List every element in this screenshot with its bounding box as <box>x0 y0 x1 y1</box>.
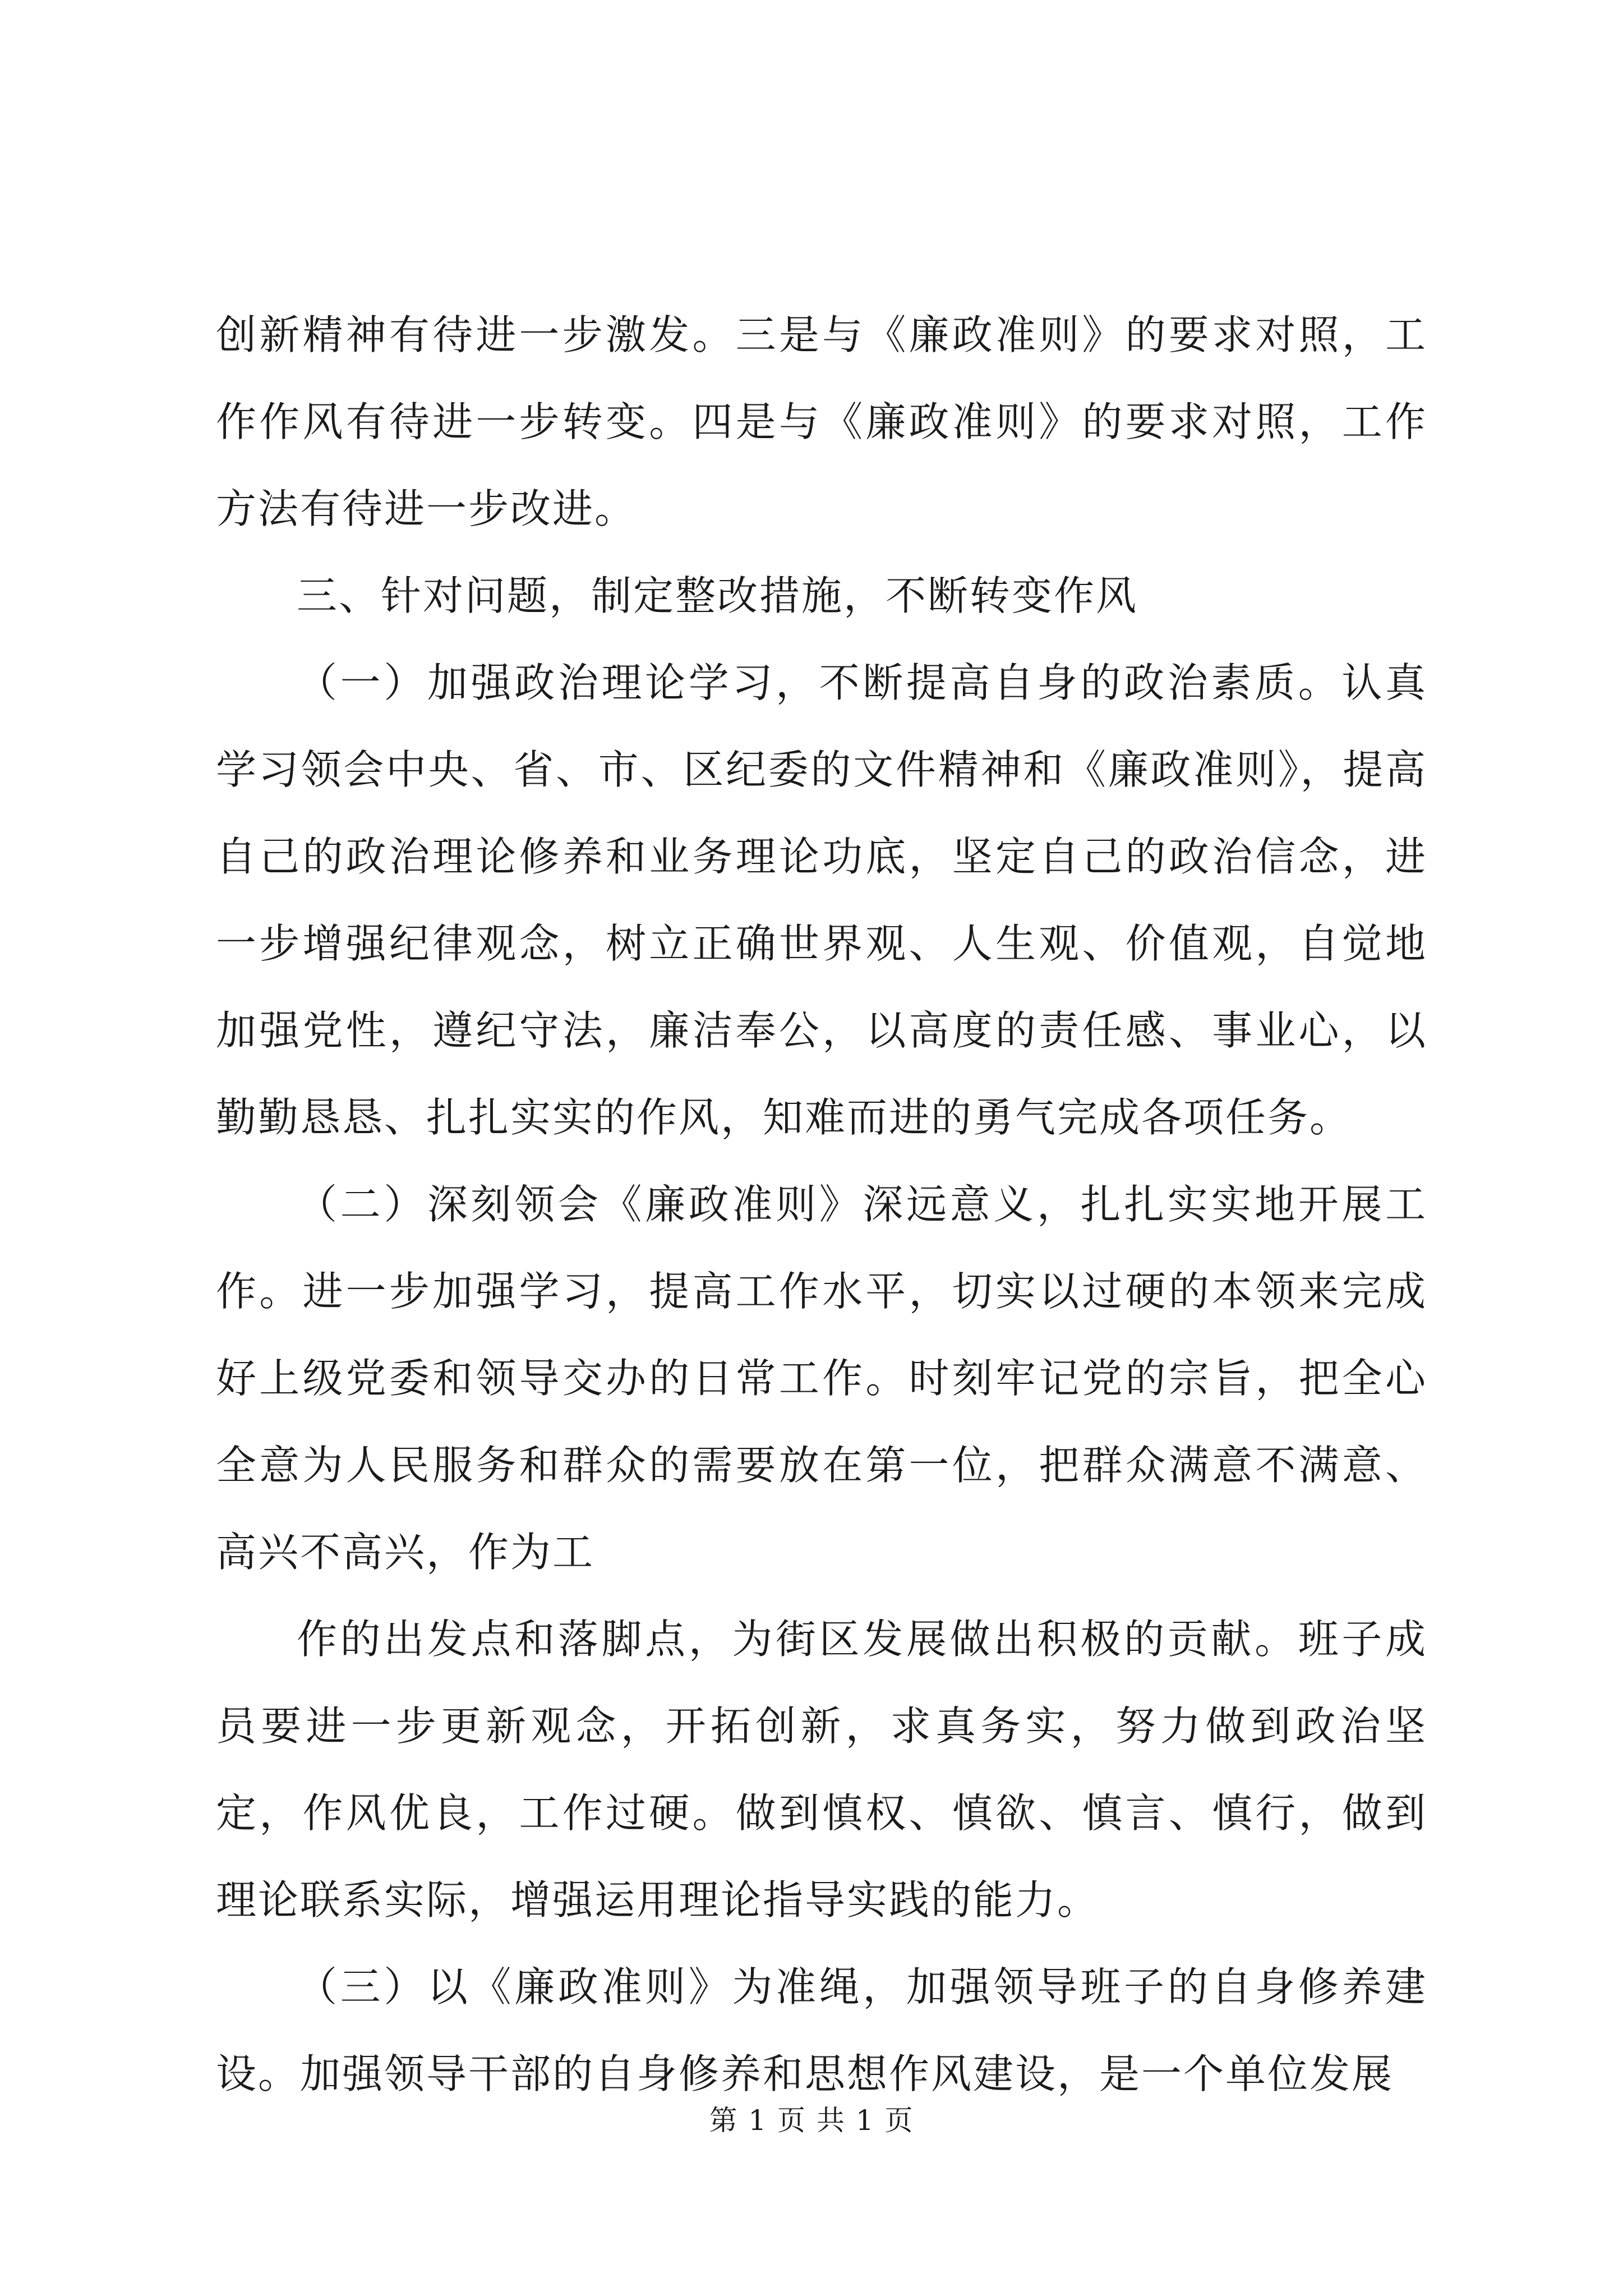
section-heading: 三、针对问题，制定整改措施，不断转变作风 <box>297 572 1138 619</box>
paragraph-item-two: （二）深刻领会《廉政准则》深远意义，扎扎实实地开展工作。进一步加强学习，提高工作水平，切实以过硬的本领来完成好上级党委和领导交办的日常工作。时刻牢记党的宗旨，把全心全意为人民服务和群众的需要放在第一位，把群众满意不满意、高兴不高兴，作为工 <box>216 1181 1427 1576</box>
paragraph-item-one: （一）加强政治理论学习，不断提高自身的政治素质。认真学习领会中央、省、市、区纪委的文件精神和《廉政准则》，提高自己的政治理论修养和业务理论功底，坚定自己的政治信念，进一步增强纪律观念，树立正确世界观、人生观、价值观，自觉地加强党性，遵纪守法，廉洁奉公，以高度的责任感、事业心，以勤勤恳恳、扎扎实实的作风，知难而进的勇气完成各项任务。 <box>216 659 1427 1141</box>
document-body <box>216 292 1427 2118</box>
paragraph-item-two-continued: 作的出发点和落脚点，为街区发展做出积极的贡献。班子成员要进一步更新观念，开拓创新，求真务实，努力做到政治坚定，作风优良，工作过硬。做到慎权、慎欲、慎言、慎行，做到理论联系实际，增强运用理论指导实践的能力。 <box>216 1616 1427 1924</box>
paragraph-item-three: （三）以《廉政准则》为准绳，加强领导班子的自身修养建设。加强领导干部的自身修养和思想作风建设，是一个单位发展 <box>216 1963 1427 2097</box>
paragraph-continuation: 创新精神有待进一步激发。三是与《廉政准则》的要求对照，工作作风有待进一步转变。四是与《廉政准则》的要求对照，工作方法有待进一步改进。 <box>216 311 1427 532</box>
page-footer: 第 1 页 共 1 页 <box>709 2104 914 2137</box>
